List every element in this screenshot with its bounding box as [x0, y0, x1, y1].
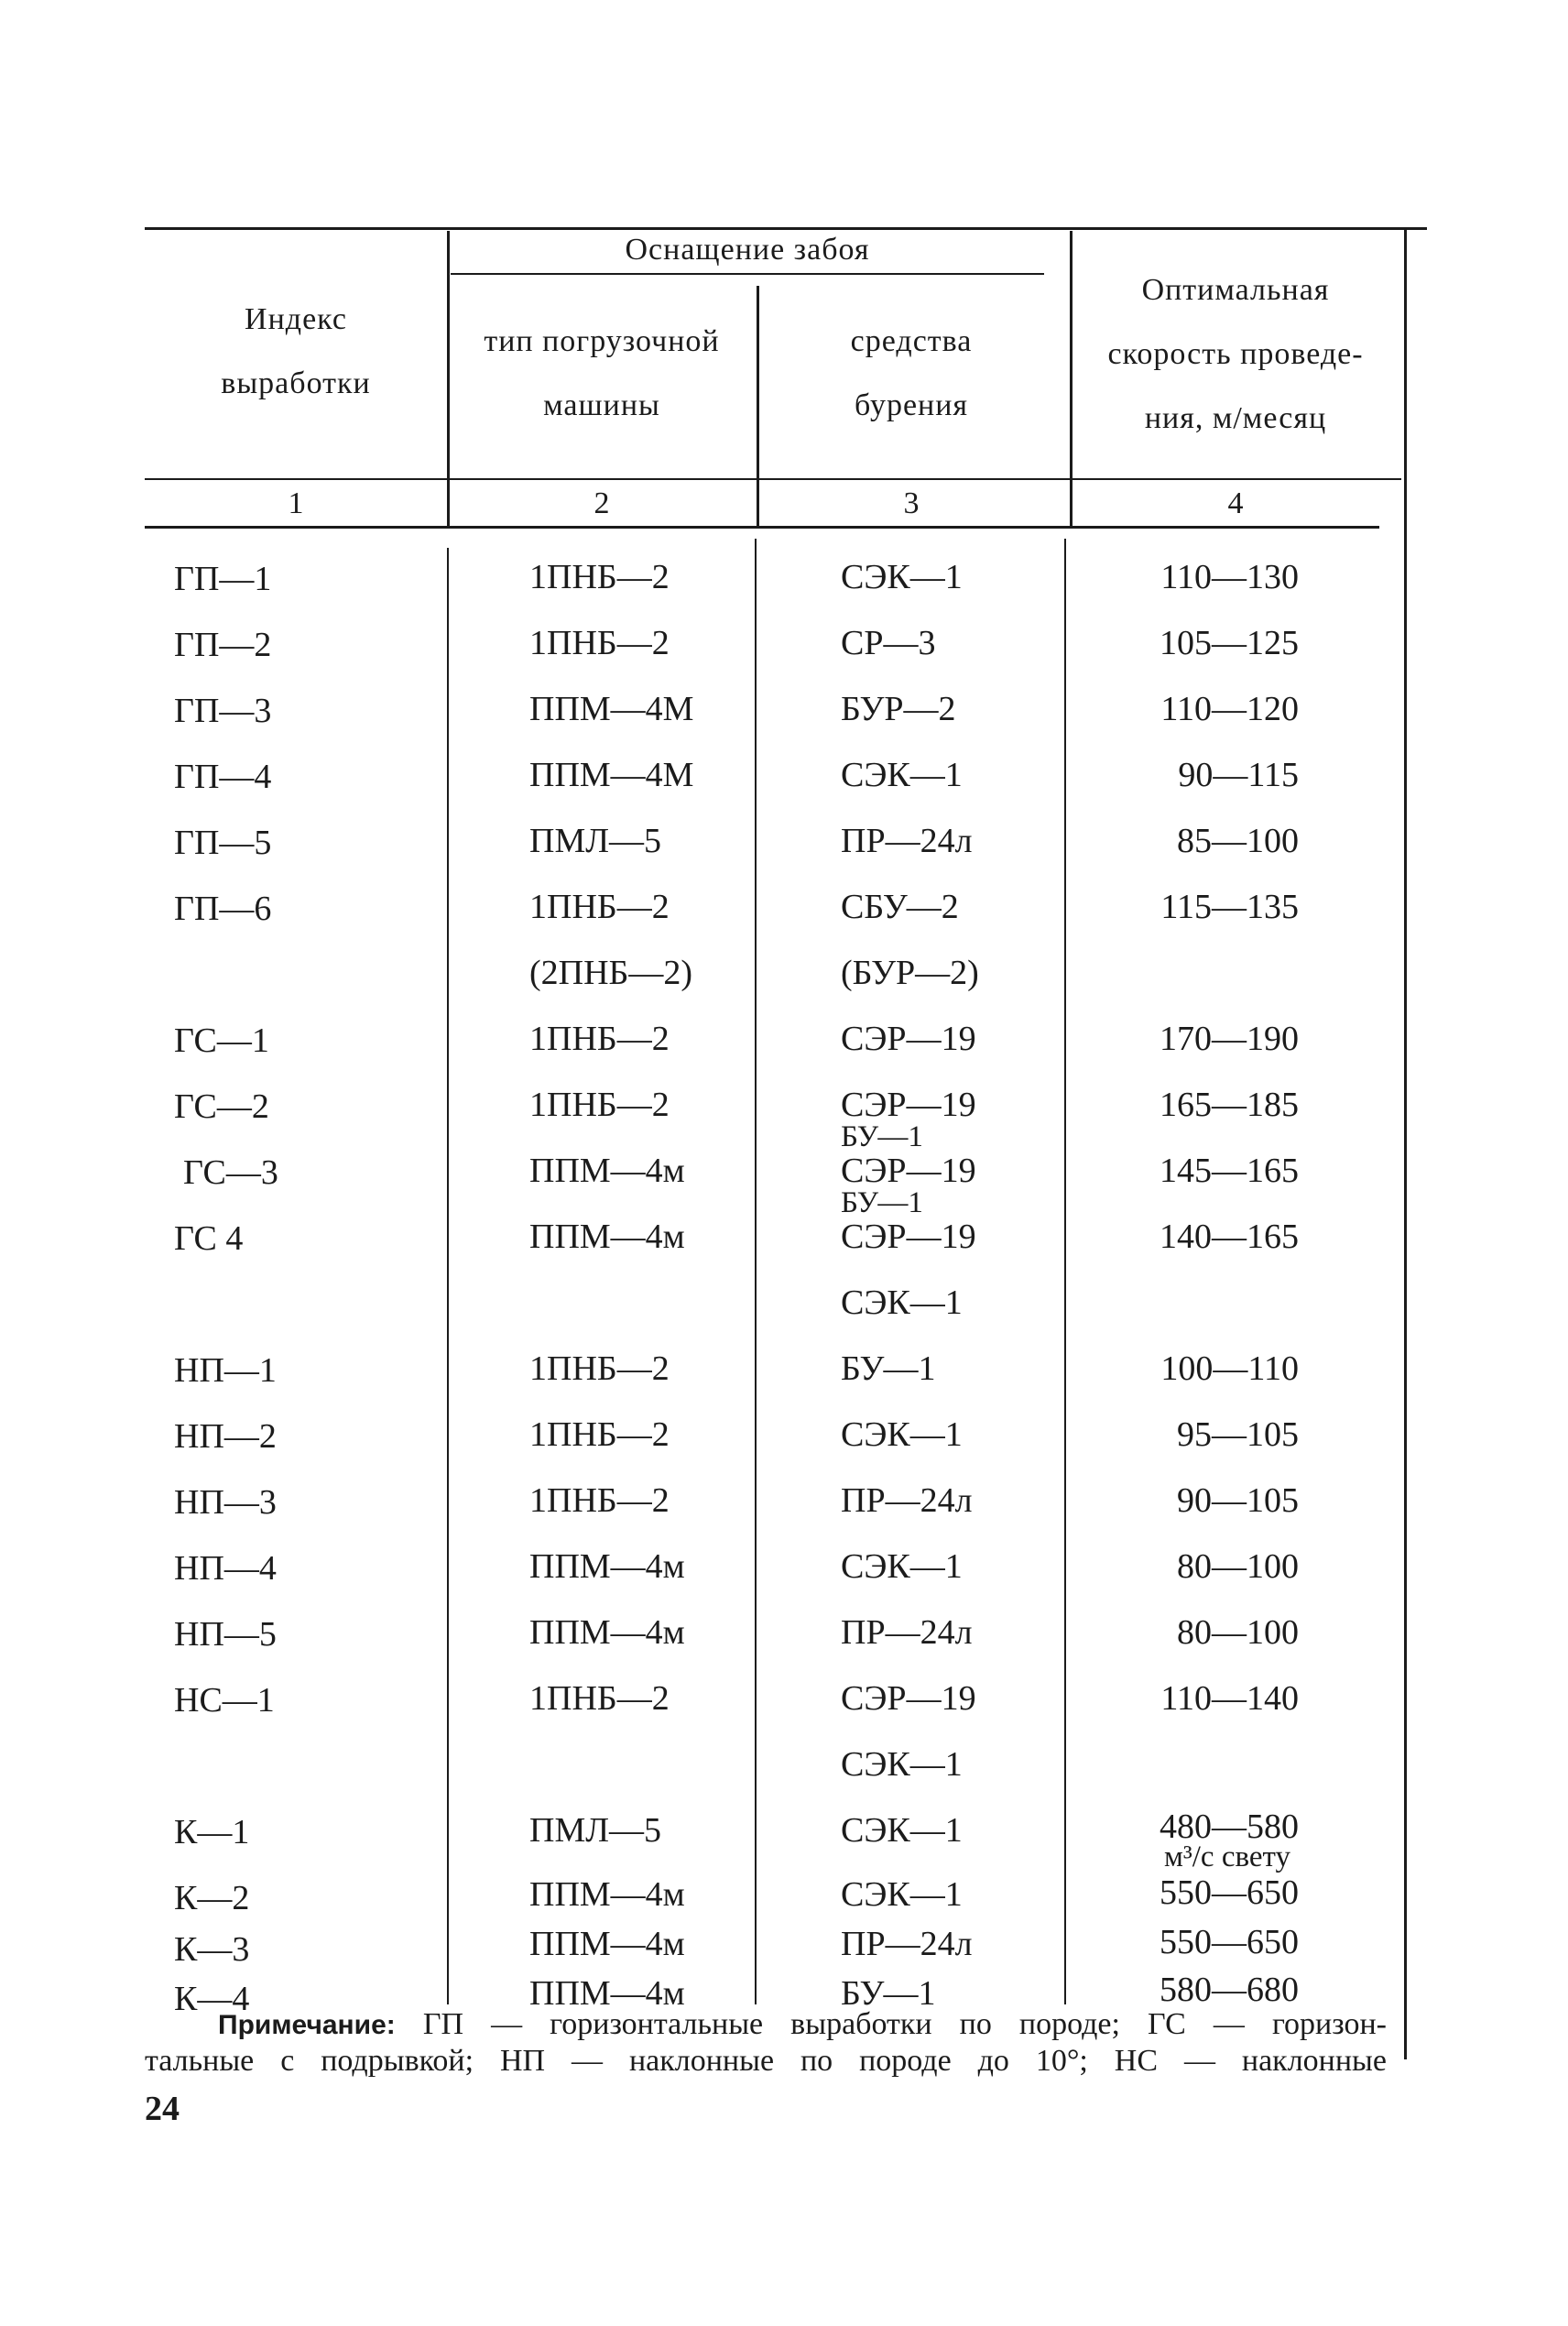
row-loader: ПМЛ—5 [529, 1811, 662, 1850]
row-loader: 1ПНБ—2 [529, 1349, 670, 1388]
numbers-bottom-rule [145, 526, 1379, 529]
footnote [218, 2008, 1387, 2042]
row-loader: 1ПНБ—2 [529, 888, 670, 926]
row-speed: 95—105 [1177, 1415, 1299, 1454]
row-loader: ППМ—4М [529, 756, 694, 794]
row-loader: 1ПНБ—2 [529, 1415, 670, 1454]
row-loader: ПМЛ—5 [529, 822, 662, 860]
row-drill: БУ—1 [841, 1349, 936, 1388]
col-divider-3-body [1064, 539, 1066, 2004]
row-speed: 100—110 [1160, 1349, 1299, 1388]
row-drill-extra: БУ—1 [841, 1120, 923, 1153]
row-index: НС—1 [174, 1681, 275, 1720]
row-speed-unit: м³/с свету [1163, 1840, 1290, 1873]
row-drill-extra: БУ—1 [841, 1186, 923, 1219]
page-number: 24 [145, 2090, 180, 2128]
row-drill: СЭК—1 [841, 558, 963, 596]
row-drill: СЭК—1 [841, 1875, 963, 1914]
header-drill: средства бурения [850, 324, 973, 422]
row-index: ГП—6 [174, 890, 272, 928]
row-speed: 550—650 [1160, 1873, 1299, 1912]
footnote-continued [145, 2045, 1387, 2078]
row-speed: 165—185 [1160, 1086, 1299, 1124]
row-drill: СЭР—19 [841, 1679, 976, 1718]
column-number-3: 3 [903, 486, 920, 520]
row-drill: СЭР—19 [841, 1218, 976, 1256]
row-loader: 1ПНБ—2 [529, 1020, 670, 1058]
row-speed: 480—580 [1160, 1807, 1299, 1846]
row-speed: 80—100 [1177, 1547, 1299, 1586]
row-drill: (БУР—2) [841, 954, 979, 992]
row-speed: 80—100 [1177, 1613, 1299, 1652]
row-drill: ПР—24л [841, 1925, 973, 1963]
row-index: ГС—2 [174, 1087, 269, 1126]
footnote-line-1: ГП — горизонтальные выработки по породе; ГС — горизон- [422, 2007, 1387, 2041]
row-index: К—4 [174, 1980, 250, 2018]
row-drill: СЭК—1 [841, 1283, 963, 1322]
row-index: ГП—1 [174, 560, 272, 598]
row-drill: СЭК—1 [841, 756, 963, 794]
row-index: НП—4 [174, 1549, 277, 1588]
column-number-2: 2 [593, 486, 610, 520]
header-index: Индекс выработки [221, 302, 371, 400]
header-loader: тип погрузочной машины [484, 324, 720, 422]
footnote-label: Примечание: [218, 2010, 396, 2040]
row-drill: СЭР—19 [841, 1086, 976, 1124]
row-index: НП—3 [174, 1483, 277, 1522]
row-drill: ПР—24л [841, 822, 973, 860]
row-drill: СЭР—19 [841, 1152, 976, 1190]
row-speed: 110—140 [1160, 1679, 1299, 1718]
row-index: ГС—1 [174, 1021, 269, 1060]
column-number-1: 1 [288, 486, 304, 520]
row-loader: ППМ—4м [529, 1974, 685, 2013]
row-loader: ППМ—4м [529, 1925, 685, 1963]
row-speed: 140—165 [1160, 1218, 1299, 1256]
row-speed: 145—165 [1160, 1152, 1299, 1190]
row-loader: 1ПНБ—2 [529, 1086, 670, 1124]
header-bottom-rule [145, 478, 1401, 480]
row-speed: 110—120 [1160, 690, 1299, 728]
row-index: К—3 [174, 1930, 250, 1969]
row-speed: 110—130 [1160, 558, 1299, 596]
row-index: НП—1 [174, 1351, 277, 1390]
row-index: ГП—5 [174, 824, 272, 862]
row-loader: ППМ—4М [529, 690, 694, 728]
column-number-4: 4 [1227, 486, 1244, 520]
row-index: ГС 4 [174, 1219, 244, 1258]
row-speed: 580—680 [1160, 1971, 1299, 2009]
row-index: К—2 [174, 1879, 250, 1917]
footnote-line-2: тальные с подрывкой; НП — наклонные по породе до 10°; НС — наклонные [145, 2044, 1387, 2078]
row-loader: (2ПНБ—2) [529, 954, 693, 992]
row-index: НП—2 [174, 1417, 277, 1456]
row-speed: 170—190 [1160, 1020, 1299, 1058]
row-drill: СЭК—1 [841, 1547, 963, 1586]
row-index: ГС—3 [183, 1153, 278, 1192]
row-index: К—1 [174, 1813, 250, 1851]
row-drill: СБУ—2 [841, 888, 959, 926]
row-loader: 1ПНБ—2 [529, 558, 670, 596]
header-speed: Оптимальная скорость проведе- ния, м/месяц [1107, 273, 1364, 435]
col-divider-2-body [755, 539, 757, 2004]
row-drill: СЭР—19 [841, 1020, 976, 1058]
row-drill: СЭК—1 [841, 1811, 963, 1850]
row-drill: СР—3 [841, 624, 936, 662]
row-loader: ППМ—4м [529, 1613, 685, 1652]
row-speed: 550—650 [1160, 1923, 1299, 1961]
row-speed: 105—125 [1160, 624, 1299, 662]
row-drill: БУР—2 [841, 690, 956, 728]
row-loader: 1ПНБ—2 [529, 1481, 670, 1520]
row-drill: ПР—24л [841, 1481, 973, 1520]
row-loader: ППМ—4м [529, 1152, 685, 1190]
row-speed: 85—100 [1177, 822, 1299, 860]
row-index: ГП—4 [174, 758, 272, 796]
row-drill: СЭК—1 [841, 1745, 963, 1784]
row-speed: 90—105 [1177, 1481, 1299, 1520]
row-index: НП—5 [174, 1615, 277, 1654]
row-drill: ПР—24л [841, 1613, 973, 1652]
row-drill: СЭК—1 [841, 1415, 963, 1454]
col-divider-1-body [447, 548, 449, 2004]
row-loader: ППМ—4м [529, 1218, 685, 1256]
row-index: ГП—3 [174, 692, 272, 730]
row-loader: 1ПНБ—2 [529, 624, 670, 662]
row-index: ГП—2 [174, 626, 272, 664]
row-loader: ППМ—4м [529, 1875, 685, 1914]
row-speed: 115—135 [1160, 888, 1299, 926]
header-group: Оснащение забоя [625, 233, 870, 267]
row-loader: ППМ—4м [529, 1547, 685, 1586]
table-right-edge [1404, 227, 1407, 2059]
row-loader: 1ПНБ—2 [529, 1679, 670, 1718]
row-drill: БУ—1 [841, 1974, 936, 2013]
row-speed: 90—115 [1178, 756, 1299, 794]
